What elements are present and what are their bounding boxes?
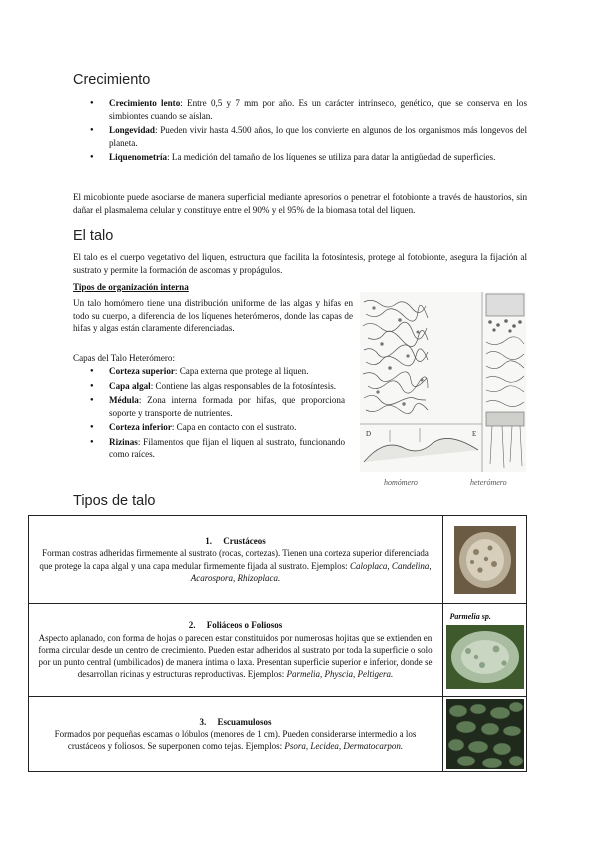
bullet-text: : Capa externa que protege al liquen. [174, 366, 309, 376]
talo-number: 2. [188, 620, 196, 631]
crustaceous-lichen-photo [454, 526, 516, 594]
bullet-term: Corteza superior [109, 366, 175, 376]
bullet-text: : Filamentos que fijan el liquen al sustrato, funcionando como raíces. [109, 436, 345, 459]
organizacion-subheading: Tipos de organización interna [73, 282, 189, 292]
talo-examples: Caloplaca, Candelina, Acarospora, Rhizoplaca. [190, 560, 432, 583]
talo-description: Aspecto aplanado, con forma de hojas o parecen estar constituidos por numerosas hojitas que se extienden en forma circular desde un centro de crecimiento. Pueden estar adheridos al sustrato por toda la superficie o solo por un punto central (umbilicados) de manera íntima o laxa. Presentan superficie superior e inferior, donde se desarrollan ricinas y estructuras reproductivas. Ejemplos: [38, 632, 433, 680]
bullet-term: Capa algal [109, 380, 151, 391]
thallus-drawing [360, 292, 526, 472]
talo-description: Formados por pequeñas escamas o lóbulos (menores de 1 cm). Pueden considerarse intermedio a los crustáceos y foliosos. Se superponen como tejas. Ejemplos: [54, 728, 417, 752]
bullet-term: Liquenometría [109, 152, 168, 162]
table-row [29, 697, 527, 772]
bullet-term: Rizinas [109, 436, 138, 447]
talo-description-cell [29, 516, 443, 604]
list-item [73, 97, 527, 122]
bullet-term: Médula [109, 395, 139, 405]
section-heading-tipos: Tipos de talo [73, 493, 156, 509]
talo-description-cell [29, 604, 443, 697]
list-item [73, 124, 527, 149]
talo-number: 3. [199, 716, 207, 727]
figure-marker-d: D [366, 430, 372, 438]
bullet-text: : Pueden vivir hasta 4.500 años, lo que los convierte en algunos de los organismos más longevos del planeta. [109, 125, 527, 148]
talo-photo-cell [443, 604, 527, 697]
talo-title: Escuamulosos [217, 716, 272, 727]
list-item [73, 151, 527, 164]
talo-title: Crustáceos [223, 536, 266, 547]
bullet-term: Corteza inferior [109, 422, 172, 432]
bullet-term: Crecimiento lento [109, 98, 181, 108]
list-item [73, 421, 345, 434]
talo-description-cell [29, 697, 443, 772]
bullet-text: : Contiene las algas responsables de la fotosíntesis. [150, 380, 337, 391]
bullet-term: Longevidad [109, 125, 155, 135]
capas-bullet-list [73, 365, 345, 463]
talo-photo-cell [443, 516, 527, 604]
table-row [29, 604, 527, 697]
capas-title: Capas del Talo Heterómero: [73, 353, 175, 363]
list-item [73, 380, 345, 393]
foliose-lichen-photo [446, 611, 524, 689]
crecimiento-bullet-list [73, 97, 527, 166]
table-row [29, 516, 527, 604]
section-heading-talo: El talo [73, 228, 114, 244]
talo-intro-paragraph: El talo es el cuerpo vegetativo del liquen, estructura que facilita la fotosíntesis, protege al fotobionte, asegura la fijación al sustrato y permite la formación de ascomas y propágulos. [73, 252, 527, 275]
figure-label-homomero: homómero [384, 478, 418, 487]
list-item [73, 394, 345, 419]
talo-title: Foliáceos o Foliosos [206, 620, 283, 631]
section-heading-crecimiento: Crecimiento [73, 72, 151, 88]
organizacion-paragraph: Un talo homómero tiene una distribución uniforme de las algas y hifas en todo su cuerpo, a diferencia de los líquenes heterómeros, donde las capas de hifas y algas están claramente diferenciadas. [73, 298, 353, 334]
bullet-text: : Capa en contacto con el sustrato. [171, 422, 297, 432]
list-item [73, 436, 345, 461]
photo-label: Parmelia sp. [449, 612, 491, 621]
tipos-de-talo-table [28, 515, 527, 772]
thallus-section-illustration [360, 292, 526, 488]
talo-description: Forman costras adheridas firmemente al sustrato (rocas, cortezas). Tienen una corteza superior diferenciada que protege la capa algal y una capa medular firmemente fijada al sustrato. Ejemplos: [39, 548, 429, 571]
bullet-text: : Entre 0,5 y 7 mm por año. Es un carácter intrínseco, genético, que se conserva en los simbiontes cuando se aíslan. [109, 98, 527, 121]
talo-examples: Parmelia, Physcia, Peltigera. [286, 669, 394, 680]
figure-marker-e: E [472, 430, 477, 438]
bullet-text: : Zona interna formada por hifas, que proporciona soporte y transporte de nutrientes. [109, 395, 345, 418]
squamulose-lichen-photo [446, 699, 524, 769]
talo-number: 1. [205, 536, 212, 547]
list-item [73, 365, 345, 378]
bullet-text: : La medición del tamaño de los líquenes se utiliza para datar la antigüedad de superficies. [167, 152, 496, 162]
figure-label-heteromero: heterómero [470, 478, 507, 487]
talo-examples: Psora, Lecidea, Dermatocarpon. [284, 741, 404, 752]
talo-photo-cell [443, 697, 527, 772]
micobionte-paragraph: El micobionte puede asociarse de manera superficial mediante apresorios o penetrar el fotobionte a través de haustorios, sin dañar el plasmalema celular y constituye entre el 90% y el 95% de la biomasa total del liquen. [73, 192, 527, 215]
